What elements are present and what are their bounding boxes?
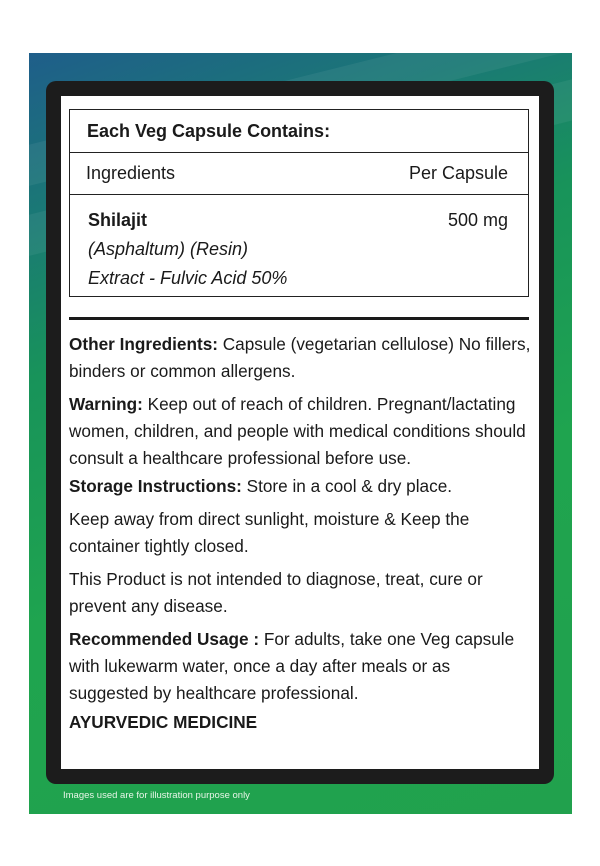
- storage-text: Store in a cool & dry place.: [241, 476, 453, 496]
- other-ingredients: [69, 331, 531, 385]
- recommended-usage: [69, 626, 531, 707]
- warning-text: Keep out of reach of children. Pregnant/lactating women, children, and people with medical conditions should consult a healthcare professional before use.: [69, 394, 526, 468]
- column-ingredients: Ingredients: [86, 163, 176, 183]
- ingredient-amount: 500 mg: [447, 210, 508, 230]
- ingredient-name: Shilajit: [88, 210, 148, 230]
- ingredient-extract: Extract - Fulvic Acid 50%: [88, 268, 288, 288]
- usage-text: For adults, take one Veg capsule with lukewarm water, once a day after meals or as suggested by healthcare professional.: [69, 629, 515, 703]
- sunlight-note: Keep away from direct sunlight, moisture & Keep the container tightly closed.: [69, 509, 470, 556]
- disclaimer: This Product is not intended to diagnose, treat, cure or prevent any disease.: [69, 569, 483, 616]
- info-section: [69, 331, 531, 742]
- table-heading: Each Veg Capsule Contains:: [70, 110, 528, 153]
- usage-label: Recommended Usage :: [69, 629, 260, 649]
- warning-label: Warning:: [69, 394, 143, 414]
- illustration-footnote: Images used are for illustration purpose only: [63, 790, 250, 801]
- other-ingredients-text: Capsule (vegetarian cellulose) No fillers, binders or common allergens.: [69, 334, 531, 381]
- table-row: [70, 195, 528, 293]
- column-per-capsule: Per Capsule: [408, 163, 508, 183]
- ingredients-table: [69, 109, 529, 297]
- storage-instructions: [69, 473, 531, 500]
- table-column-headers: [70, 153, 528, 195]
- warning: [69, 391, 531, 472]
- other-ingredients-label: Other Ingredients:: [69, 334, 218, 354]
- category-label: AYURVEDIC MEDICINE: [69, 712, 258, 732]
- ingredient-detail: (Asphaltum) (Resin): [88, 239, 249, 259]
- storage-label: Storage Instructions:: [69, 476, 242, 496]
- section-divider: [69, 317, 529, 320]
